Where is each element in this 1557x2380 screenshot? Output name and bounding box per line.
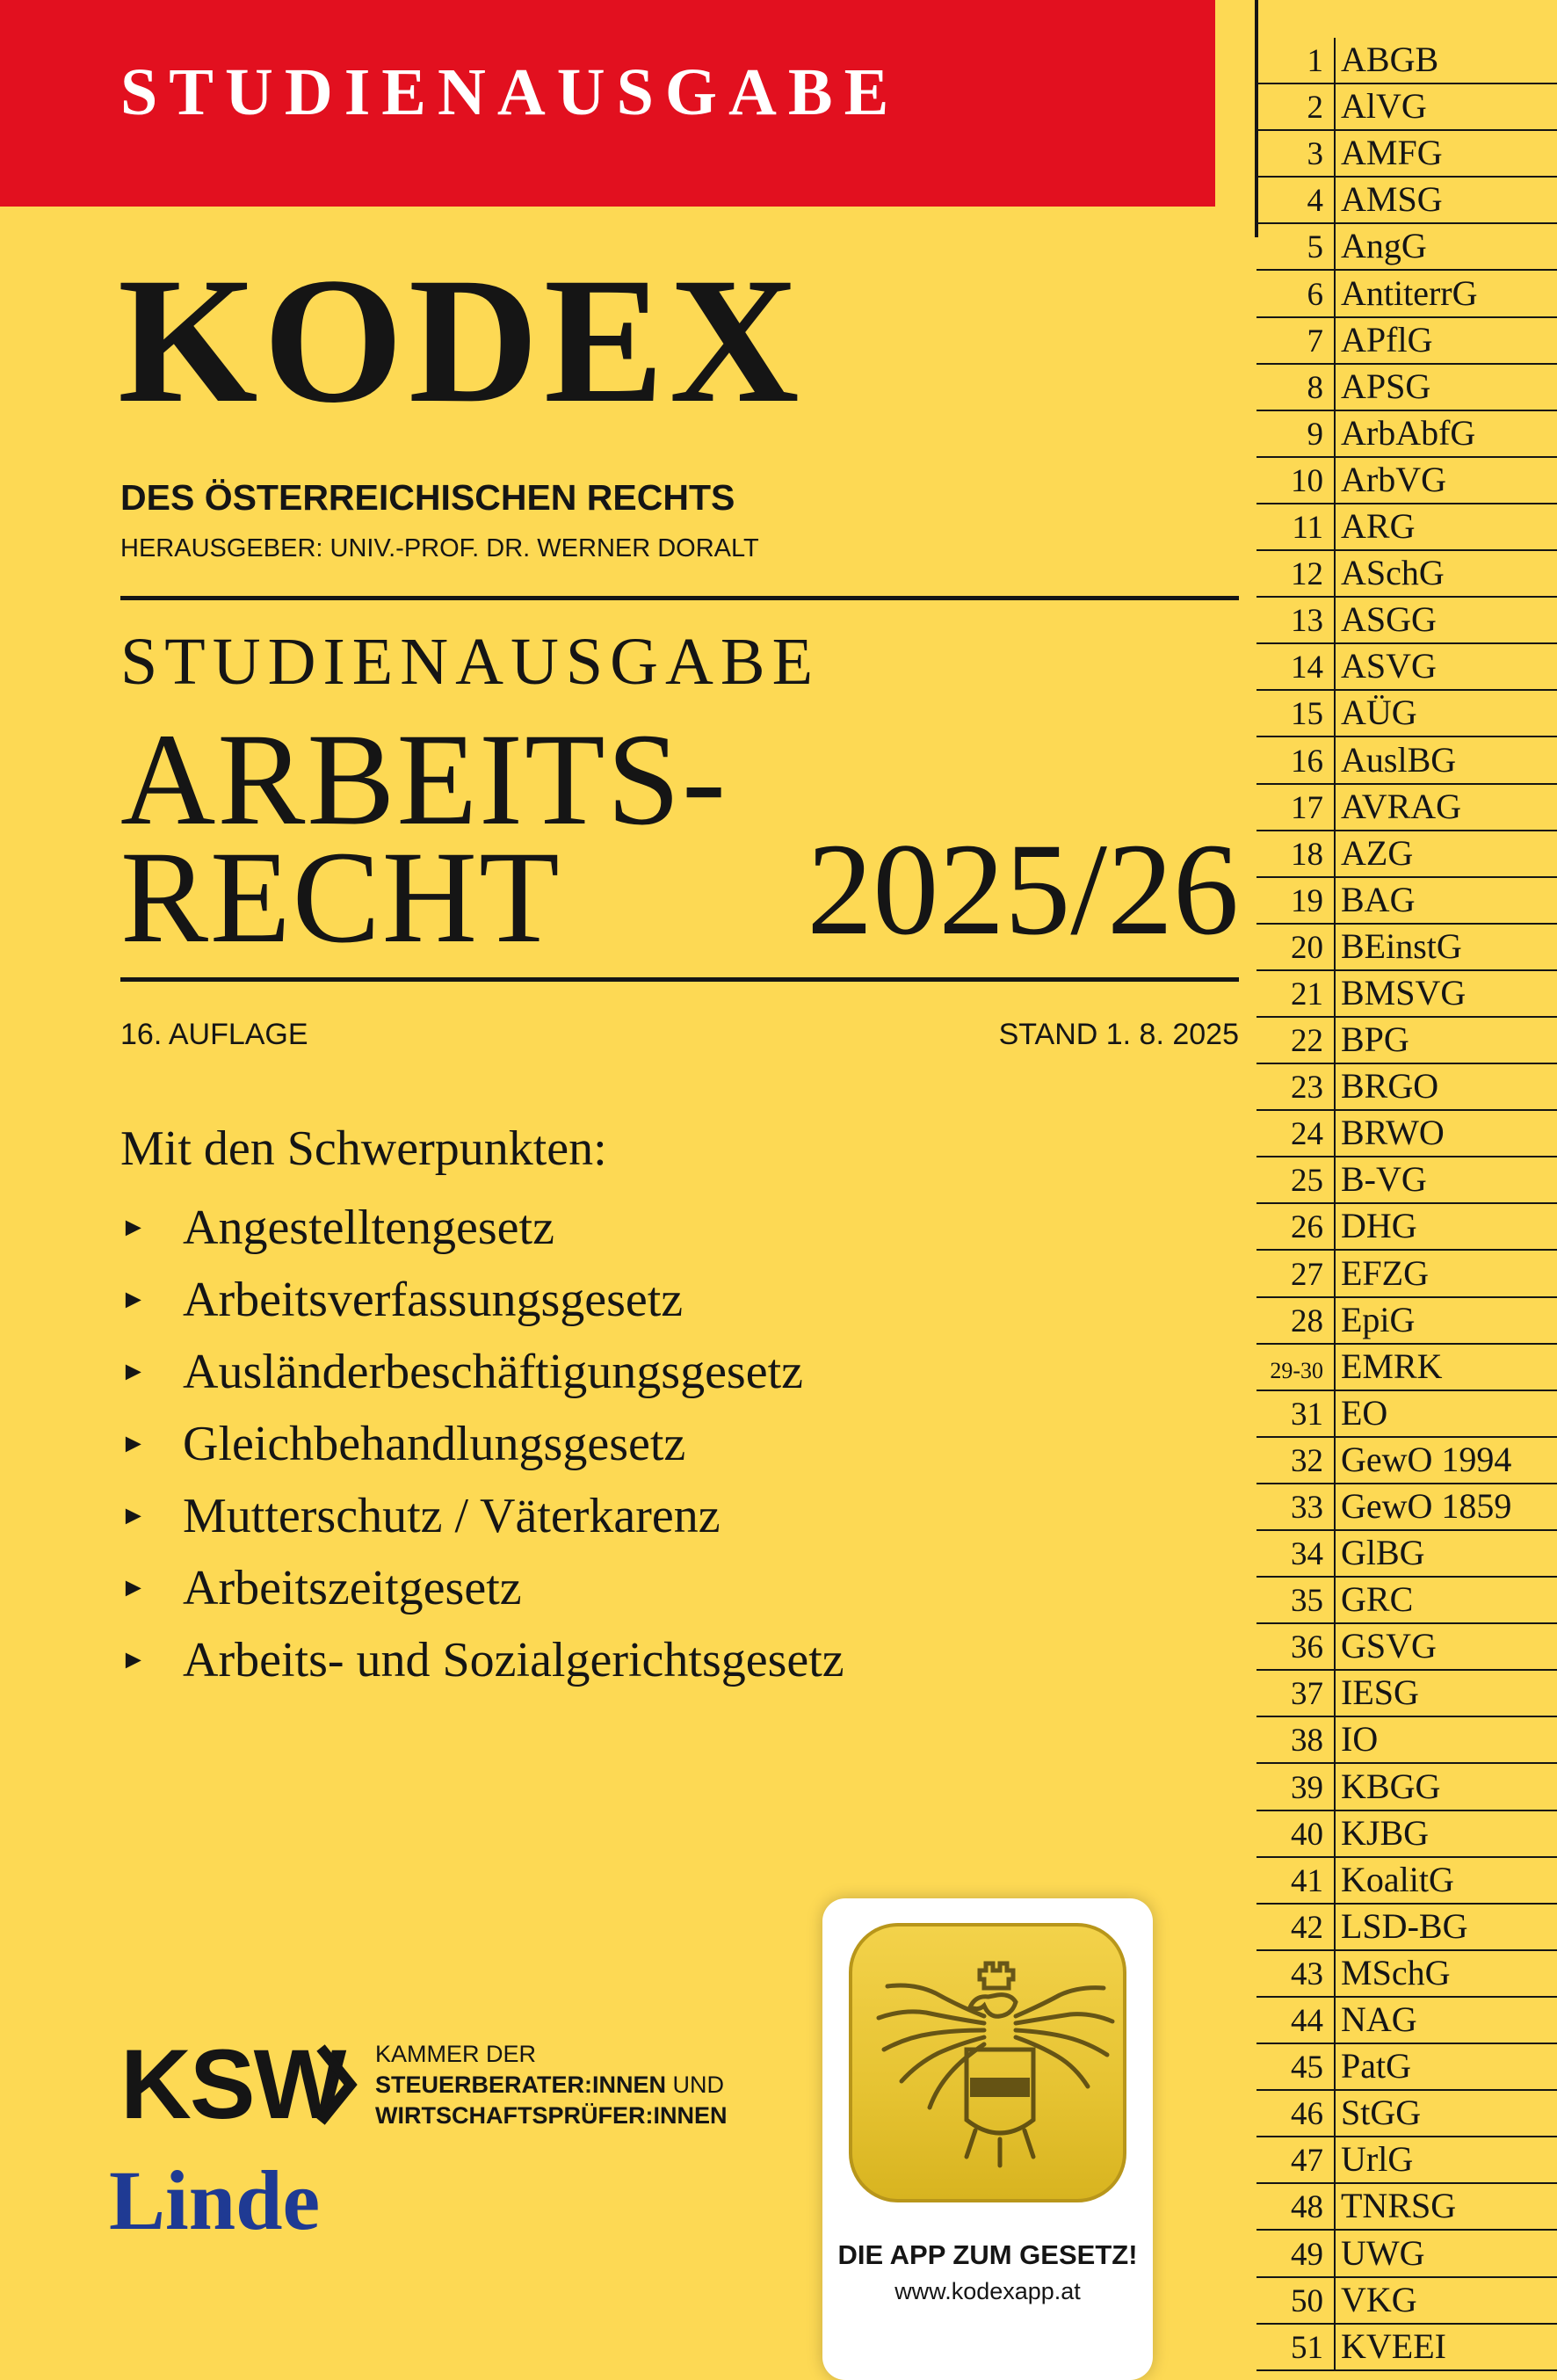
index-row[interactable] (1256, 1578, 1557, 1624)
index-row[interactable] (1256, 318, 1557, 365)
index-number: 9 (1307, 416, 1323, 453)
index-row[interactable] (1256, 737, 1557, 784)
focus-item (120, 1624, 844, 1696)
index-abbreviation: StGG (1341, 2093, 1422, 2133)
index-separator (1334, 1951, 1336, 1998)
triangle-bullet-icon: ► (120, 1429, 147, 1458)
focus-item (120, 1552, 844, 1624)
index-number: 15 (1291, 696, 1323, 733)
index-number: 33 (1291, 1490, 1323, 1526)
index-abbreviation: AlVG (1341, 86, 1427, 127)
index-number: 31 (1291, 1396, 1323, 1433)
index-separator (1334, 1531, 1336, 1578)
index-abbreviation: KVEEI (1341, 2326, 1446, 2366)
index-abbreviation: TNRSG (1341, 2186, 1457, 2226)
index-number: 41 (1291, 1862, 1323, 1899)
index-number: 48 (1291, 2189, 1323, 2226)
index-abbreviation: ArbVG (1341, 459, 1446, 499)
index-separator (1334, 1157, 1336, 1204)
index-separator (1334, 551, 1336, 598)
index-row[interactable] (1256, 1391, 1557, 1438)
focus-list (120, 1192, 844, 1696)
index-abbreviation: EMRK (1341, 1346, 1443, 1386)
index-number: 43 (1291, 1956, 1323, 1992)
app-eagle-icon (849, 1923, 1126, 2202)
index-number: 4 (1307, 183, 1323, 220)
edition-year: 2025/26 (807, 816, 1239, 962)
brand-title: KODEX (118, 241, 805, 440)
index-row[interactable] (1256, 1905, 1557, 1951)
index-separator (1334, 1717, 1336, 1764)
index-separator (1334, 271, 1336, 317)
index-number: 17 (1291, 789, 1323, 826)
index-number: 46 (1291, 2096, 1323, 2133)
index-number: 27 (1291, 1256, 1323, 1293)
brand-subtitle: DES ÖSTERREICHISCHEN RECHTS (120, 477, 735, 518)
index-row[interactable] (1256, 2231, 1557, 2277)
index-row[interactable] (1256, 38, 1557, 84)
index-separator (1334, 131, 1336, 178)
index-number: 18 (1291, 836, 1323, 873)
index-abbreviation: B-VG (1341, 1159, 1427, 1200)
index-abbreviation: GRC (1341, 1579, 1414, 1620)
index-row[interactable] (1256, 1204, 1557, 1251)
index-number: 38 (1291, 1723, 1323, 1760)
focus-item-text: Ausländerbeschäftigungsgesetz (183, 1345, 803, 1399)
index-abbreviation: BAG (1341, 879, 1416, 919)
index-abbreviation: IESG (1341, 1673, 1419, 1713)
index-number: 10 (1291, 462, 1323, 499)
index-number: 51 (1291, 2329, 1323, 2366)
index-separator (1334, 1811, 1336, 1858)
index-separator (1334, 1764, 1336, 1810)
focus-item-text: Arbeitsverfassungsgesetz (183, 1273, 684, 1327)
index-abbreviation: KBGG (1341, 1766, 1441, 1806)
index-number: 50 (1291, 2282, 1323, 2319)
index-separator (1334, 1391, 1336, 1438)
index-separator (1334, 785, 1336, 831)
index-number: 22 (1291, 1023, 1323, 1060)
subject-line-2: RECHT (120, 824, 561, 970)
index-abbreviation: AZG (1341, 832, 1414, 873)
index-number: 25 (1291, 1163, 1323, 1200)
index-number: 23 (1291, 1070, 1323, 1107)
index-number: 5 (1307, 229, 1323, 266)
index-abbreviation: BRWO (1341, 1113, 1445, 1153)
index-row[interactable] (1256, 365, 1557, 411)
index-number: 3 (1307, 136, 1323, 173)
index-separator (1334, 925, 1336, 971)
index-separator (1334, 831, 1336, 878)
index-abbreviation: VKG (1341, 2279, 1417, 2319)
app-caption: DIE APP ZUM GESETZ! (837, 2239, 1138, 2270)
index-abbreviation: IO (1341, 1719, 1379, 1760)
index-number: 37 (1291, 1676, 1323, 1713)
index-separator (1334, 458, 1336, 504)
index-number: 12 (1291, 556, 1323, 593)
index-separator (1334, 1204, 1336, 1251)
triangle-bullet-icon: ► (120, 1573, 147, 1602)
index-separator (1334, 1298, 1336, 1345)
index-abbreviation: LSD-BG (1341, 1905, 1468, 1946)
red-header-band (0, 0, 1215, 207)
index-number: 7 (1307, 323, 1323, 359)
index-abbreviation: AntiterrG (1341, 272, 1478, 313)
index-abbreviation: ASVG (1341, 646, 1437, 686)
ksw-line-1: KAMMER DER (375, 2040, 537, 2067)
index-separator (1334, 1251, 1336, 1297)
index-row[interactable] (1256, 598, 1557, 644)
index-row[interactable] (1256, 1484, 1557, 1531)
triangle-bullet-icon: ► (120, 1501, 147, 1530)
index-row[interactable] (1256, 785, 1557, 831)
index-number: 13 (1291, 603, 1323, 640)
index-abbreviation: ASchG (1341, 553, 1445, 593)
index-number: 47 (1291, 2143, 1323, 2180)
index-separator (1334, 38, 1336, 84)
ksw-line-3: WIRTSCHAFTSPRÜFER:INNEN (375, 2101, 728, 2129)
index-number: 11 (1292, 510, 1323, 547)
subject-line-1: ARBEITS- (120, 707, 728, 853)
index-row[interactable] (1256, 271, 1557, 317)
index-separator (1334, 1064, 1336, 1111)
index-abbreviation: GewO 1859 (1341, 1486, 1512, 1526)
index-separator (1334, 318, 1336, 365)
index-row[interactable] (1256, 1624, 1557, 1671)
index-row[interactable] (1256, 178, 1557, 224)
index-separator (1334, 737, 1336, 784)
index-number: 21 (1291, 976, 1323, 1012)
index-number: 32 (1291, 1442, 1323, 1479)
index-number: 20 (1291, 929, 1323, 966)
triangle-bullet-icon: ► (120, 1213, 147, 1242)
index-separator (1334, 1484, 1336, 1531)
index-number: 28 (1291, 1302, 1323, 1339)
index-row[interactable] (1256, 551, 1557, 598)
index-row[interactable] (1256, 878, 1557, 925)
index-separator (1334, 1671, 1336, 1717)
index-row[interactable] (1256, 1111, 1557, 1157)
index-row[interactable] (1256, 925, 1557, 971)
index-number: 45 (1291, 2050, 1323, 2086)
index-row[interactable] (1256, 1717, 1557, 1764)
index-number: 42 (1291, 1909, 1323, 1946)
index-row[interactable] (1256, 224, 1557, 271)
editor-line: HERAUSGEBER: UNIV.-PROF. DR. WERNER DORALT (120, 534, 759, 562)
index-row[interactable] (1256, 1018, 1557, 1064)
index-number: 16 (1291, 743, 1323, 780)
index-abbreviation: EpiG (1341, 1299, 1416, 1339)
focus-item (120, 1480, 844, 1552)
index-abbreviation: BRGO (1341, 1066, 1439, 1107)
index-row[interactable] (1256, 2091, 1557, 2137)
index-row[interactable] (1256, 1858, 1557, 1905)
subject-title (120, 707, 728, 970)
app-url-link[interactable]: www.kodexapp.at (894, 2278, 1081, 2304)
index-abbreviation: AngG (1341, 226, 1427, 266)
focus-item (120, 1192, 844, 1264)
index-number: 29-30 (1270, 1357, 1323, 1383)
index-number: 39 (1291, 1769, 1323, 1806)
index-number: 40 (1291, 1816, 1323, 1853)
index-row[interactable] (1256, 2184, 1557, 2231)
index-abbreviation: AÜG (1341, 693, 1417, 733)
triangle-bullet-icon: ► (120, 1357, 147, 1386)
index-abbreviation: AVRAG (1341, 786, 1462, 826)
edition-type: STUDIENAUSGABE (120, 625, 820, 699)
index-abbreviation: AMSG (1341, 179, 1443, 220)
index-row[interactable] (1256, 1951, 1557, 1998)
index-row[interactable] (1256, 971, 1557, 1018)
index-row[interactable] (1256, 1157, 1557, 1204)
index-abbreviation: ArbAbfG (1341, 412, 1476, 453)
index-number: 2 (1307, 90, 1323, 127)
ksw-chamber-name (375, 2039, 727, 2131)
ksw-logo-text: KSW (120, 2037, 345, 2132)
index-row[interactable] (1256, 1064, 1557, 1111)
index-row[interactable] (1256, 2325, 1557, 2371)
focus-heading: Mit den Schwerpunkten: (120, 1121, 607, 1176)
index-number: 24 (1291, 1116, 1323, 1153)
law-index (1256, 38, 1557, 2371)
index-separator (1334, 878, 1336, 925)
index-number: 36 (1291, 1629, 1323, 1666)
index-separator (1334, 1111, 1336, 1157)
index-separator (1334, 1345, 1336, 1391)
series-label: STUDIENAUSGABE (120, 55, 901, 129)
index-separator (1334, 2325, 1336, 2371)
index-abbreviation: APSG (1341, 366, 1431, 406)
index-abbreviation: BPG (1341, 1019, 1409, 1060)
index-number: 34 (1291, 1536, 1323, 1573)
index-abbreviation: AuslBG (1341, 739, 1457, 780)
focus-item-text: Angestelltengesetz (183, 1201, 554, 1255)
index-separator (1334, 2231, 1336, 2277)
index-separator (1334, 504, 1336, 551)
index-abbreviation: KoalitG (1341, 1859, 1454, 1899)
index-row[interactable] (1256, 131, 1557, 178)
linde-logo: Linde (109, 2153, 321, 2247)
divider-top (120, 596, 1239, 600)
index-number: 6 (1307, 276, 1323, 313)
focus-item (120, 1264, 844, 1336)
index-abbreviation: APflG (1341, 319, 1433, 359)
index-separator (1334, 84, 1336, 131)
index-number: 35 (1291, 1583, 1323, 1620)
index-row[interactable] (1256, 1298, 1557, 1345)
index-number: 19 (1291, 882, 1323, 919)
index-row[interactable] (1256, 1764, 1557, 1810)
index-separator (1334, 1998, 1336, 2044)
eagle-emblem-icon (852, 1926, 1123, 2199)
index-row[interactable] (1256, 2278, 1557, 2325)
index-row[interactable] (1256, 1671, 1557, 1717)
ksw-line-2-rest: UND (666, 2071, 725, 2098)
ksw-line-2-bold: STEUERBERATER:INNEN (375, 2071, 667, 2098)
index-abbreviation: BMSVG (1341, 972, 1466, 1012)
index-separator (1334, 365, 1336, 411)
focus-item (120, 1336, 844, 1408)
ksw-publisher-block (120, 2037, 727, 2132)
stand-date: STAND 1. 8. 2025 (998, 1018, 1239, 1051)
index-abbreviation: PatG (1341, 2046, 1411, 2086)
index-row[interactable] (1256, 691, 1557, 737)
index-row[interactable] (1256, 1811, 1557, 1858)
index-abbreviation: ARG (1341, 506, 1416, 547)
index-number: 14 (1291, 649, 1323, 686)
index-number: 8 (1307, 369, 1323, 406)
divider-bottom (120, 977, 1239, 982)
index-separator (1334, 1905, 1336, 1951)
triangle-bullet-icon: ► (120, 1645, 147, 1674)
ksw-logo (120, 2037, 358, 2132)
index-separator (1334, 971, 1336, 1018)
index-row[interactable] (1256, 1438, 1557, 1484)
index-abbreviation: GlBG (1341, 1533, 1425, 1573)
index-row[interactable] (1256, 831, 1557, 878)
index-row[interactable] (1256, 504, 1557, 551)
index-number: 1 (1307, 43, 1323, 80)
focus-item-text: Gleichbehandlungsgesetz (183, 1417, 686, 1471)
index-number: 44 (1291, 2003, 1323, 2040)
index-separator (1334, 1624, 1336, 1671)
index-separator (1334, 1578, 1336, 1624)
triangle-bullet-icon: ► (120, 1285, 147, 1314)
index-abbreviation: UrlG (1341, 2139, 1414, 2180)
index-abbreviation: MSchG (1341, 1952, 1451, 1992)
focus-item-text: Arbeitszeitgesetz (183, 1561, 522, 1615)
edition-number: 16. AUFLAGE (120, 1018, 308, 1051)
index-row[interactable] (1256, 411, 1557, 458)
app-badge (822, 1898, 1153, 2380)
focus-item (120, 1408, 844, 1480)
index-row[interactable] (1256, 1345, 1557, 1391)
focus-item-text: Arbeits- und Sozialgerichtsgesetz (183, 1633, 844, 1687)
index-abbreviation: EO (1341, 1392, 1388, 1433)
index-separator (1334, 1858, 1336, 1905)
index-separator (1334, 411, 1336, 458)
index-separator (1334, 2184, 1336, 2231)
index-separator (1334, 598, 1336, 644)
index-row[interactable] (1256, 644, 1557, 691)
index-abbreviation: ABGB (1341, 40, 1439, 80)
index-number: 49 (1291, 2236, 1323, 2273)
index-abbreviation: GewO 1994 (1341, 1439, 1512, 1479)
index-abbreviation: AMFG (1341, 133, 1443, 173)
index-row[interactable] (1256, 84, 1557, 131)
index-row[interactable] (1256, 1251, 1557, 1297)
index-separator (1334, 1438, 1336, 1484)
index-row[interactable] (1256, 1998, 1557, 2044)
index-number: 26 (1291, 1209, 1323, 1246)
index-separator (1334, 691, 1336, 737)
index-separator (1334, 2278, 1336, 2325)
index-abbreviation: NAG (1341, 1999, 1417, 2040)
index-abbreviation: EFZG (1341, 1252, 1429, 1293)
index-separator (1334, 1018, 1336, 1064)
index-abbreviation: BEinstG (1341, 925, 1462, 966)
index-separator (1334, 644, 1336, 691)
index-row[interactable] (1256, 2044, 1557, 2091)
index-abbreviation: KJBG (1341, 1812, 1430, 1853)
index-abbreviation: DHG (1341, 1206, 1417, 1246)
index-row[interactable] (1256, 1531, 1557, 1578)
index-row[interactable] (1256, 458, 1557, 504)
index-abbreviation: GSVG (1341, 1626, 1437, 1666)
index-separator (1334, 2137, 1336, 2184)
ksw-line-2 (375, 2070, 727, 2101)
focus-item-text: Mutterschutz / Väterkarenz (183, 1489, 721, 1543)
index-separator (1334, 178, 1336, 224)
index-separator (1334, 224, 1336, 271)
index-separator (1334, 2091, 1336, 2137)
index-separator (1334, 2044, 1336, 2091)
index-abbreviation: ASGG (1341, 599, 1437, 640)
index-abbreviation: UWG (1341, 2232, 1425, 2273)
index-row[interactable] (1256, 2137, 1557, 2184)
